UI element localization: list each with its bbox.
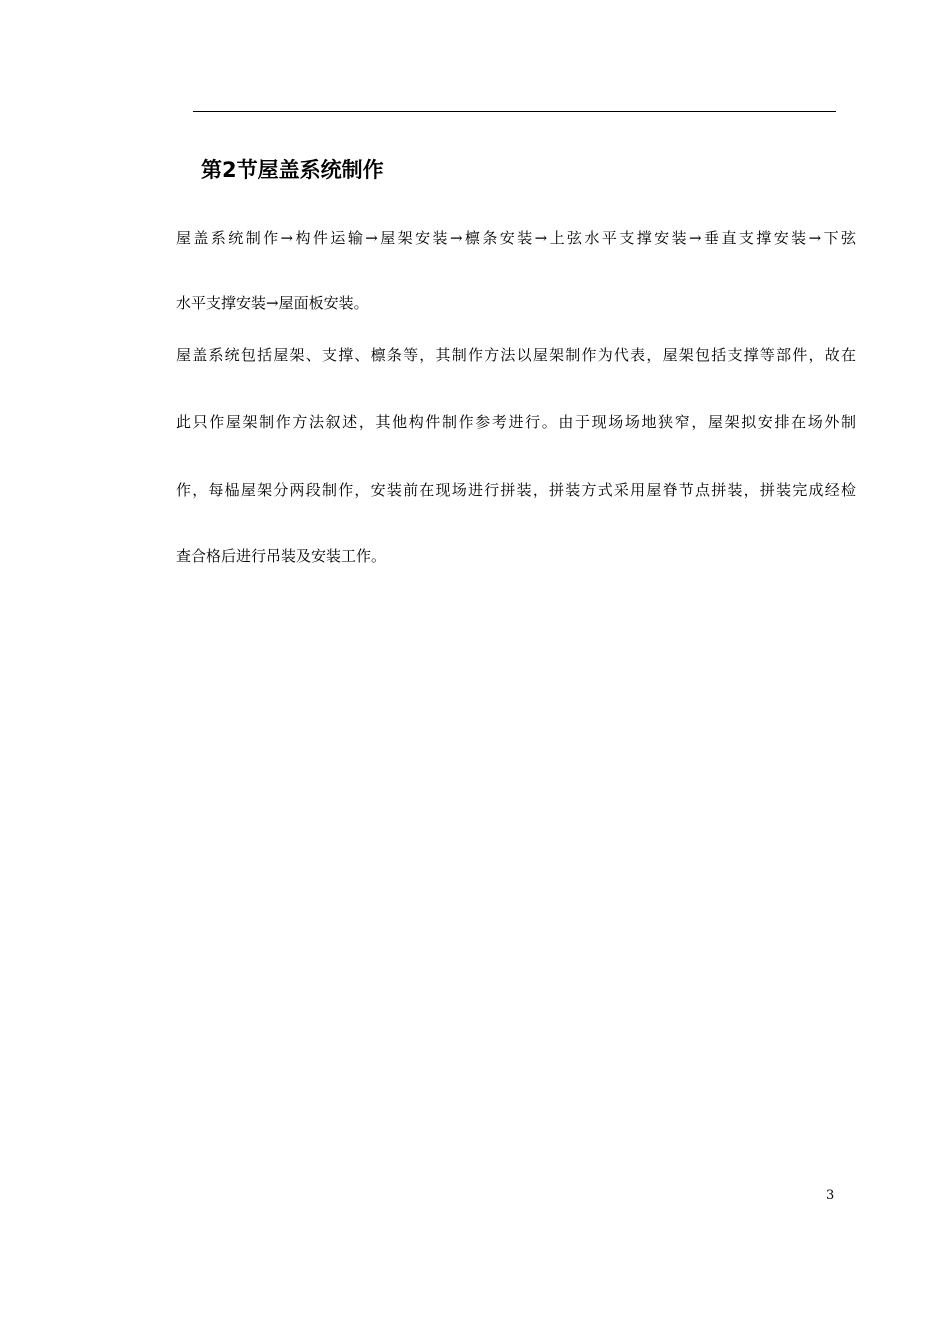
description-line-1: 屋盖系统包括屋架、支撑、檩条等，其制作方法以屋架制作为代表，屋架包括支撑等部件，故在 — [176, 346, 856, 364]
description-line-4: 查合格后进行吊装及安装工作。 — [176, 547, 387, 565]
header-rule — [193, 111, 836, 112]
description-line-2: 此只作屋架制作方法叙述，其他构件制作参考进行。由于现场场地狭窄，屋架拟安排在场外制 — [176, 413, 856, 431]
process-line-2: 水平支撑安装→屋面板安装。 — [176, 294, 369, 312]
page-number: 3 — [826, 1188, 835, 1203]
section-title: 第2节屋盖系统制作 — [201, 158, 384, 182]
process-line-1: 屋盖系统制作→构件运输→屋架安装→檩条安装→上弦水平支撑安装→垂直支撑安装→下弦 — [176, 229, 856, 247]
description-line-3: 作，每榀屋架分两段制作，安装前在现场进行拼装，拼装方式采用屋脊节点拼装，拼装完成经检 — [176, 481, 856, 499]
